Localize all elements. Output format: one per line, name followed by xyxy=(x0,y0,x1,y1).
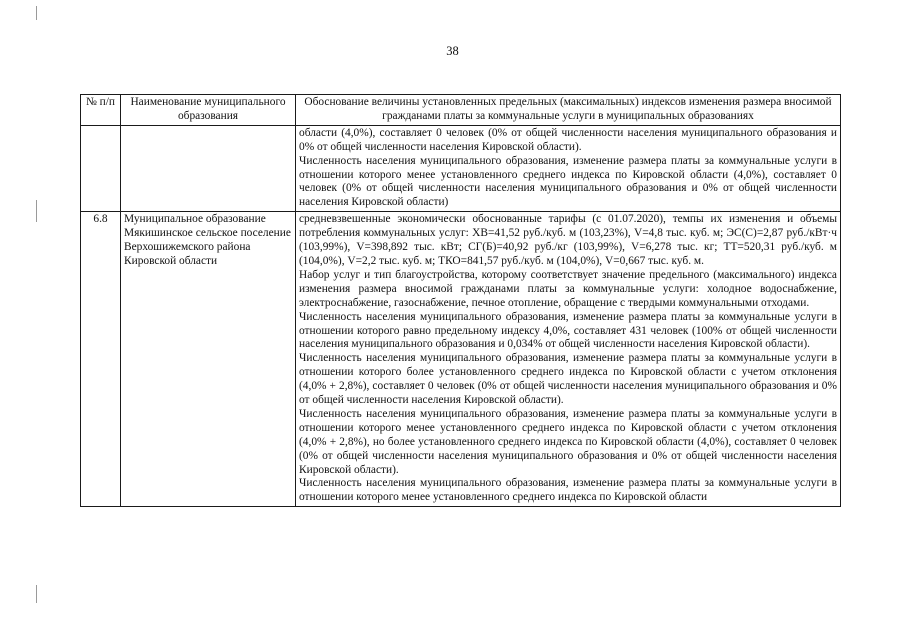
justification-paragraph: Численность населения муниципального образования, изменение размера платы за коммунальные услуги в отношении которого менее установленного среднего индекса по Кировской области xyxy=(299,477,837,504)
header-municipality-name: Наименование муниципального образования xyxy=(121,95,296,126)
row-justification xyxy=(296,125,841,211)
justification-paragraph: средневзвешенные экономически обоснованные тарифы (с 01.07.2020), темпы их изменения и объемы потребления коммунальных услуг: ХВ=41,52 руб./куб. м (103,23%), V=4,8 тыс. куб. м; ЭС(С)=2,87 руб./кВт·ч (103,99%), V=398,892 тыс. кВт; СГ(Б)=40,92 руб./кг (103,99%), V=6,278 тыс. кг; ТТ=520,31 руб./куб. м (104,0%), V=2,2 тыс. куб. м; ТКО=841,57 руб./куб. м (104,0%), V=0,667 тыс. куб. м. xyxy=(299,213,837,267)
justification-paragraph: Численность населения муниципального образования, изменение размера платы за коммунальные услуги в отношении которого менее установленного среднего индекса по Кировской области с учетом отклонения (4,0% + 2,8%), но более установленного среднего индекса по Кировской области (4,0%), составляет 0 человек (0% от общей численности населения муниципального образования и 0% от общей численности населения Кировской области). xyxy=(299,407,837,476)
scan-artifact-mark xyxy=(36,585,37,603)
header-justification: Обоснование величины установленных предельных (максимальных) индексов изменения размера вносимой гражданами платы за коммунальные услуги в муниципальных образованиях xyxy=(296,95,841,126)
table-row xyxy=(81,125,841,211)
scan-artifact-mark xyxy=(36,6,37,20)
justification-paragraph: Численность населения муниципального образования, изменение размера платы за коммунальные услуги в отношении которого менее установленного среднего индекса по Кировской области (4,0%), составляет 0 человек (0% от общей численности населения муниципального образования и 0% от общей численности населения Кировской области) xyxy=(299,154,837,209)
justification-paragraph: Численность населения муниципального образования, изменение размера платы за коммунальные услуги в отношении которого равно предельному индексу 4,0%, составляет 431 человек (100% от общей численности населения муниципального образования и 0,034% от общей численности населения Кировской области). xyxy=(299,310,837,351)
page-number: 38 xyxy=(446,44,459,58)
table-header-row xyxy=(81,95,841,126)
row-number xyxy=(81,125,121,211)
row-number: 6.8 xyxy=(81,212,121,507)
justification-paragraph: Набор услуг и тип благоустройства, которому соответствует значение предельного (максимального) индекса изменения размера вносимой гражданами платы за коммунальные услуги: холодное водоснабжение, электроснабжение, газоснабжение, печное отопление, обращение с твердыми коммунальными отходами. xyxy=(299,268,837,309)
row-justification xyxy=(296,212,841,507)
justification-paragraph: области (4,0%), составляет 0 человек (0% от общей численности населения муниципального образования и 0% от общей численности населения Кировской области). xyxy=(299,126,837,153)
header-number: № п/п xyxy=(81,95,121,126)
municipal-index-table xyxy=(80,94,841,507)
scan-artifact-mark xyxy=(36,200,37,222)
justification-paragraph: Численность населения муниципального образования, изменение размера платы за коммунальные услуги в отношении которого более установленного среднего индекса по Кировской области с учетом отклонения (4,0% + 2,8%), составляет 0 человек (0% от общей численности населения муниципального образования и 0% от общей численности населения Кировской области). xyxy=(299,352,837,407)
row-municipality-name: Муниципальное образование Мякишинское сельское поселение Верхошижемского района Кировской области xyxy=(121,212,296,507)
table-row xyxy=(81,212,841,507)
row-municipality-name xyxy=(121,125,296,211)
